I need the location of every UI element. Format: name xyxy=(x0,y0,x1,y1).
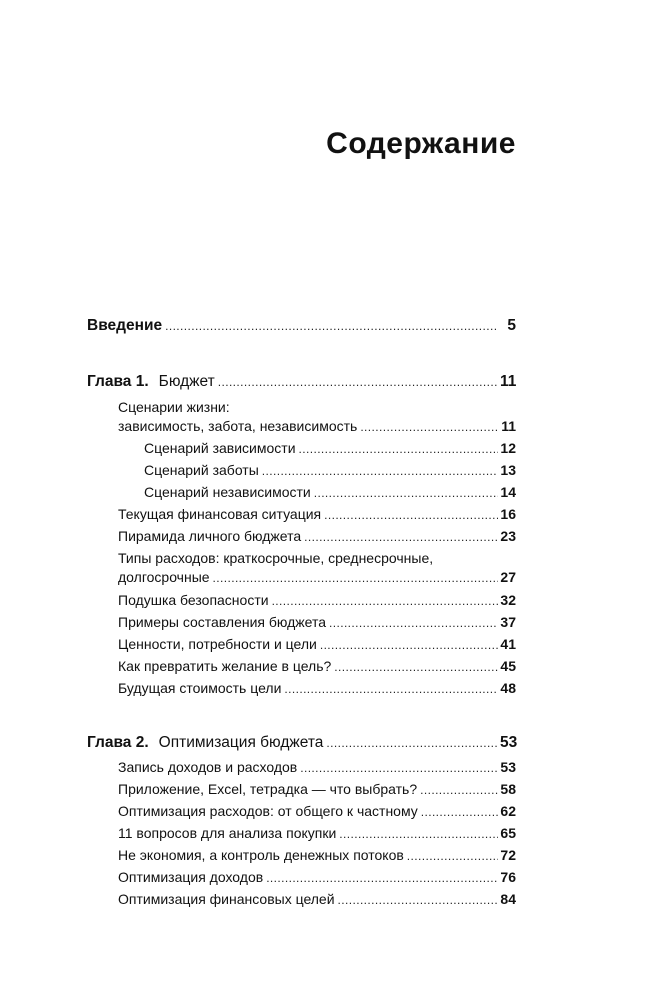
toc-page-number: 11 xyxy=(501,418,516,434)
toc-page-number: 76 xyxy=(500,869,516,885)
toc-entry-label: Примеры составления бюджета xyxy=(118,614,327,630)
toc-page-number: 72 xyxy=(500,847,516,863)
toc-entry-label: Сценарий независимости xyxy=(144,484,311,500)
dot-leader xyxy=(420,780,498,800)
toc-page-number: 14 xyxy=(500,484,516,500)
dot-leader xyxy=(314,483,498,503)
dot-leader xyxy=(334,657,498,677)
dot-leader xyxy=(300,758,498,778)
dot-leader xyxy=(360,417,498,437)
dot-leader xyxy=(262,461,498,481)
toc-page-number: 53 xyxy=(500,759,516,775)
dot-leader xyxy=(338,890,498,910)
toc-entry-label: Не экономия, а контроль денежных потоков xyxy=(118,847,404,863)
toc-page-number: 13 xyxy=(500,462,516,478)
dot-leader xyxy=(299,439,498,459)
toc-page-number: 53 xyxy=(500,734,518,751)
toc-page-number: 41 xyxy=(500,636,516,652)
toc-entry-label: 11 вопросов для анализа покупки xyxy=(118,825,337,841)
dot-leader xyxy=(326,733,498,753)
dot-leader xyxy=(407,846,498,866)
toc-entry-label: Сценарий заботы xyxy=(144,462,259,478)
toc-page-number: 11 xyxy=(500,373,517,390)
dot-leader xyxy=(304,527,498,547)
toc-entry-label: Подушка безопасности xyxy=(118,592,269,608)
dot-leader xyxy=(320,635,498,655)
toc-entry-label: Как превратить желание в цель? xyxy=(118,658,332,674)
chapter-title: Оптимизация бюджета xyxy=(158,734,324,751)
toc-page-number: 45 xyxy=(500,658,516,674)
toc-page-number: 65 xyxy=(500,825,516,841)
toc-entry-label: Будущая стоимость цели xyxy=(118,680,282,696)
dot-leader xyxy=(339,824,498,844)
toc-page-number: 12 xyxy=(500,440,516,456)
toc-entry-label: зависимость, забота, независимость xyxy=(118,418,358,434)
toc-page-number: 27 xyxy=(500,569,516,585)
page-title: Содержание xyxy=(326,127,516,160)
toc-entry-label: долгосрочные xyxy=(118,569,210,585)
toc-page-number: 48 xyxy=(500,680,516,696)
toc-page-number: 5 xyxy=(507,317,516,334)
toc-page-number: 58 xyxy=(500,781,516,797)
toc-page-number: 23 xyxy=(500,528,516,544)
dot-leader xyxy=(266,868,498,888)
dot-leader xyxy=(272,591,498,611)
toc-entry-label: Оптимизация расходов: от общего к частному xyxy=(118,803,418,819)
dot-leader xyxy=(329,613,498,633)
chapter-number: Глава 1. xyxy=(87,373,149,390)
dot-leader xyxy=(218,372,498,392)
toc-entry-label: Введение xyxy=(87,317,163,334)
toc-entry-label: Сценарий зависимости xyxy=(144,440,296,456)
dot-leader xyxy=(421,802,498,822)
toc-page-number: 37 xyxy=(500,614,516,630)
dot-leader xyxy=(284,679,498,699)
toc-entry-label: Текущая финансовая ситуация xyxy=(118,506,322,522)
dot-leader xyxy=(324,505,498,525)
dot-leader xyxy=(213,568,498,588)
toc-entry-label: Пирамида личного бюджета xyxy=(118,528,302,544)
toc-entry-label: Запись доходов и расходов xyxy=(118,759,298,775)
toc-page-number: 84 xyxy=(500,891,516,907)
chapter-number: Глава 2. xyxy=(87,734,149,751)
toc-entry-label: Оптимизация финансовых целей xyxy=(118,891,335,907)
chapter-title: Бюджет xyxy=(158,373,215,390)
toc-entry-label: Оптимизация доходов xyxy=(118,869,264,885)
toc-entry-label: Ценности, потребности и цели xyxy=(118,636,317,652)
toc-page-number: 32 xyxy=(500,592,516,608)
toc-page-number: 62 xyxy=(500,803,516,819)
toc-entry-label: Приложение, Excel, тетрадка — что выбрать? xyxy=(118,781,418,797)
toc-page-number: 16 xyxy=(500,506,516,522)
dot-leader xyxy=(165,316,498,336)
